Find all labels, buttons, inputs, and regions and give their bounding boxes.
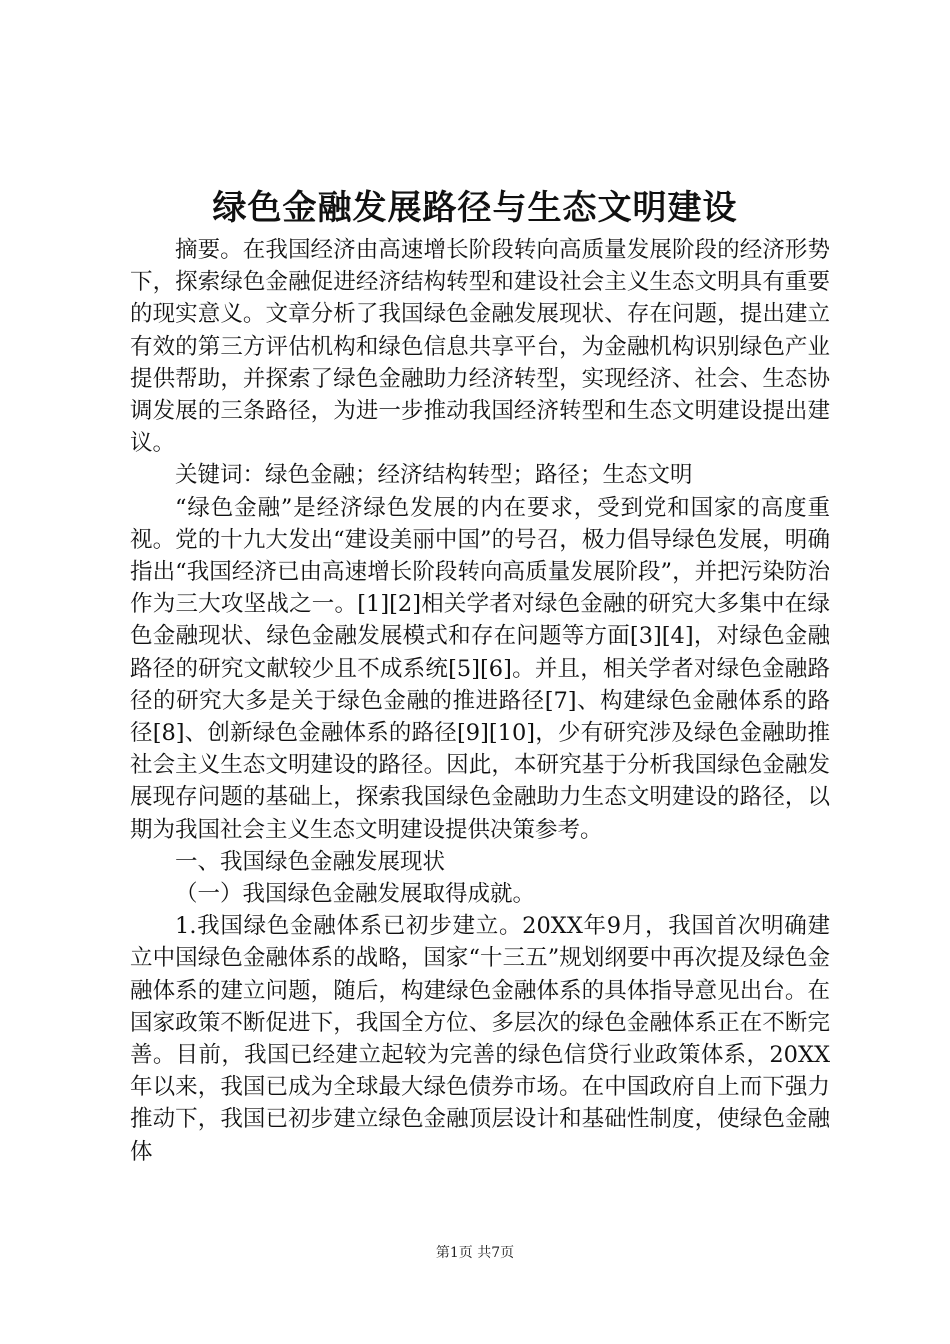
- document-body: [130, 234, 830, 1168]
- abstract-paragraph: 摘要。在我国经济由高速增长阶段转向高质量发展阶段的经济形势下，探索绿色金融促进经济结构转型和建设社会主义生态文明具有重要的现实意义。文章分析了我国绿色金融发展现状、存在问题，提出建立有效的第三方评估机构和绿色信息共享平台，为金融机构识别绿色产业提供帮助，并探索了绿色金融助力经济转型，实现经济、社会、生态协调发展的三条路径，为进一步推动我国经济转型和生态文明建设提出建议。: [130, 237, 830, 457]
- keywords-paragraph: 关键词：绿色金融；经济结构转型；路径；生态文明: [175, 462, 693, 489]
- section-heading: 一、我国绿色金融发展现状: [175, 848, 446, 875]
- introduction-paragraph: “绿色金融”是经济绿色发展的内在要求，受到党和国家的高度重视。党的十九大发出“建设美丽中国”的号召，极力倡导绿色发展，明确指出“我国经济已由高速增长阶段转向高质量发展阶段”，并把污染防治作为三大攻坚战之一。[1][2]相关学者对绿色金融的研究大多集中在绿色金融现状、绿色金融发展模式和存在问题等方面[3][4]，对绿色金融路径的研究文献较少且不成系统[5][6]。并且，相关学者对绿色金融路径的研究大多是关于绿色金融的推进路径[7]、构建绿色金融体系的路径[8]、创新绿色金融体系的路径[9][10]，少有研究涉及绿色金融助推社会主义生态文明建设的路径。因此，本研究基于分析我国绿色金融发展现存问题的基础上，探索我国绿色金融助力生态文明建设的路径，以期为我国社会主义生态文明建设提供决策参考。: [130, 494, 830, 843]
- document-title: 绿色金融发展路径与生态文明建设: [212, 188, 738, 228]
- body-paragraph: 1.我国绿色金融体系已初步建立。20XX年9月，我国首次明确建立中国绿色金融体系的战略，国家“十三五”规划纲要中再次提及绿色金融体系的建立问题，随后，构建绿色金融体系的具体指导意见出台。在国家政策不断促进下，我国全方位、多层次的绿色金融体系正在不断完善。目前，我国已经建立起较为完善的绿色信贷行业政策体系，20XX年以来，我国已成为全球最大绿色债券市场。在中国政府自上而下强力推动下，我国已初步建立绿色金融顶层设计和基础性制度，使绿色金融体: [130, 913, 830, 1165]
- page-number-footer: 第1页 共7页: [435, 1245, 515, 1261]
- subsection-heading: （一）我国绿色金融发展取得成就。: [175, 881, 536, 908]
